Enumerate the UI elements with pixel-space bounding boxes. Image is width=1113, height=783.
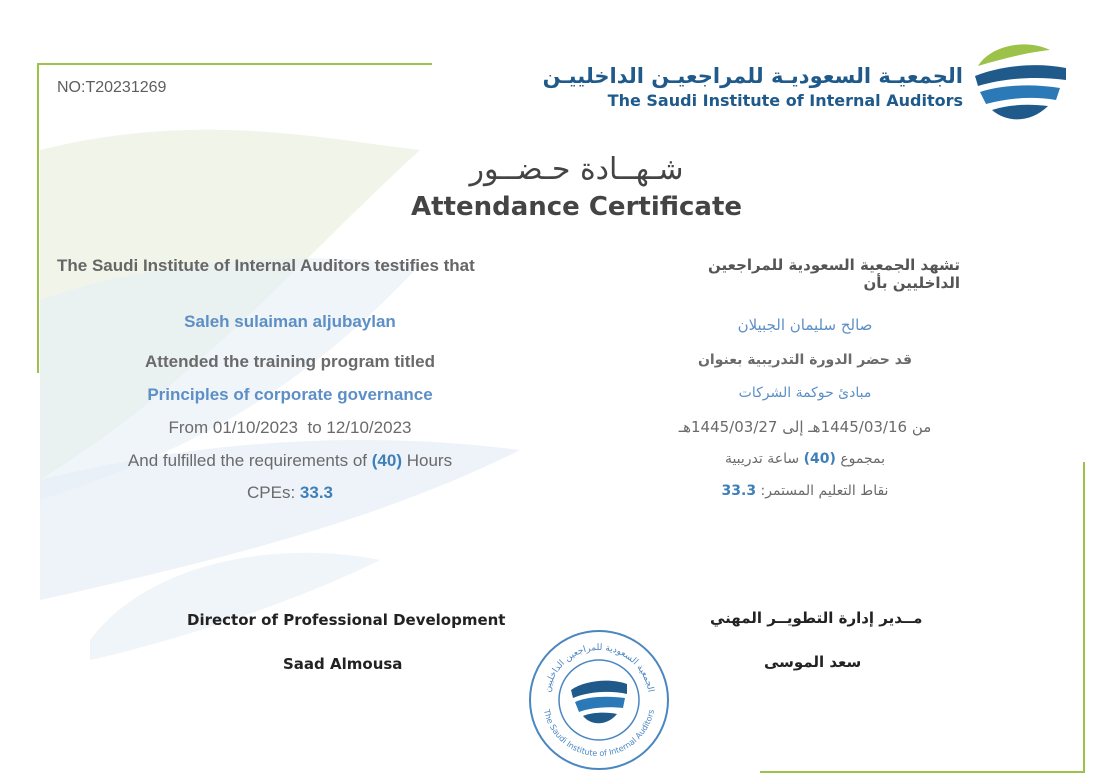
stamp-ring-text-english: The Saudi Institute of Internal Auditors (541, 708, 657, 759)
from-date: 01/10/2023 (212, 418, 299, 437)
title-english: Attendance Certificate (410, 192, 743, 222)
from-label-ar: من (911, 418, 932, 436)
testifies-english: The Saudi Institute of Internal Auditors testifies that (57, 256, 475, 275)
logo-name-arabic: الجمعيـة السعوديـة للمراجعيـن الداخلييـن (542, 64, 963, 88)
signer-name-english: Saad Almousa (283, 655, 403, 673)
stamp-ring-text-arabic: الجمعية السعودية للمراجعين الداخليين (542, 642, 656, 694)
from-label: From (168, 418, 209, 437)
cpe-value: 33.3 (299, 483, 333, 502)
frame-bottom-right (760, 771, 1085, 773)
institute-logo-icon (970, 38, 1070, 128)
cpe-value-ar: 33.3 (721, 483, 757, 499)
signer-title-arabic: مــدير إدارة التطويــر المهني (710, 609, 923, 627)
program-title-english: Principles of corporate governance (147, 385, 433, 404)
date-range-arabic (650, 418, 960, 436)
to-date: 12/10/2023 (326, 418, 412, 437)
hours-suffix: Hours (406, 451, 453, 470)
testifies-arabic: تشهد الجمعية السعودية للمراجعين الداخليين بأن (708, 256, 960, 292)
title-arabic: شـهــادة حـضــور (469, 152, 684, 187)
to-label-ar: إلى (782, 418, 804, 436)
recipient-name-arabic: صالح سليمان الجبيلان (737, 316, 873, 334)
to-label: to (307, 418, 322, 437)
signer-title-english: Director of Professional Development (187, 611, 506, 629)
to-date-ar: 1445/03/27هـ (678, 418, 778, 436)
cpe-arabic (650, 483, 960, 499)
hours-english (60, 451, 520, 471)
attended-english: Attended the training program titled (145, 352, 435, 371)
frame-right (1083, 462, 1085, 773)
signer-name-arabic: سعد الموسى (764, 653, 862, 671)
hours-value-ar: (40) (803, 451, 836, 467)
date-range-english (60, 418, 520, 438)
attended-arabic: قد حضر الدورة التدريبية بعنوان (697, 352, 912, 368)
cpe-english (60, 483, 520, 503)
institute-stamp (527, 628, 671, 772)
hours-arabic (650, 451, 960, 467)
program-title-arabic: مبادئ حوكمة الشركات (738, 385, 872, 401)
frame-top-left (37, 63, 432, 65)
cpe-label-ar: نقاط التعليم المستمر: (760, 483, 889, 499)
cpe-label: CPEs: (246, 483, 296, 502)
hours-value: (40) (371, 451, 402, 470)
hours-prefix: And fulfilled the requirements of (127, 451, 368, 470)
certificate-number: NO:T20231269 (57, 79, 167, 96)
logo-name-english: The Saudi Institute of Internal Auditors (607, 91, 963, 110)
hours-prefix-ar: بمجموع (840, 451, 886, 467)
from-date-ar: 1445/03/16هـ (808, 418, 908, 436)
hours-suffix-ar: ساعة تدريبية (724, 451, 800, 467)
recipient-name-english: Saleh sulaiman aljubaylan (184, 312, 396, 331)
stamp-logo-icon (571, 681, 627, 724)
